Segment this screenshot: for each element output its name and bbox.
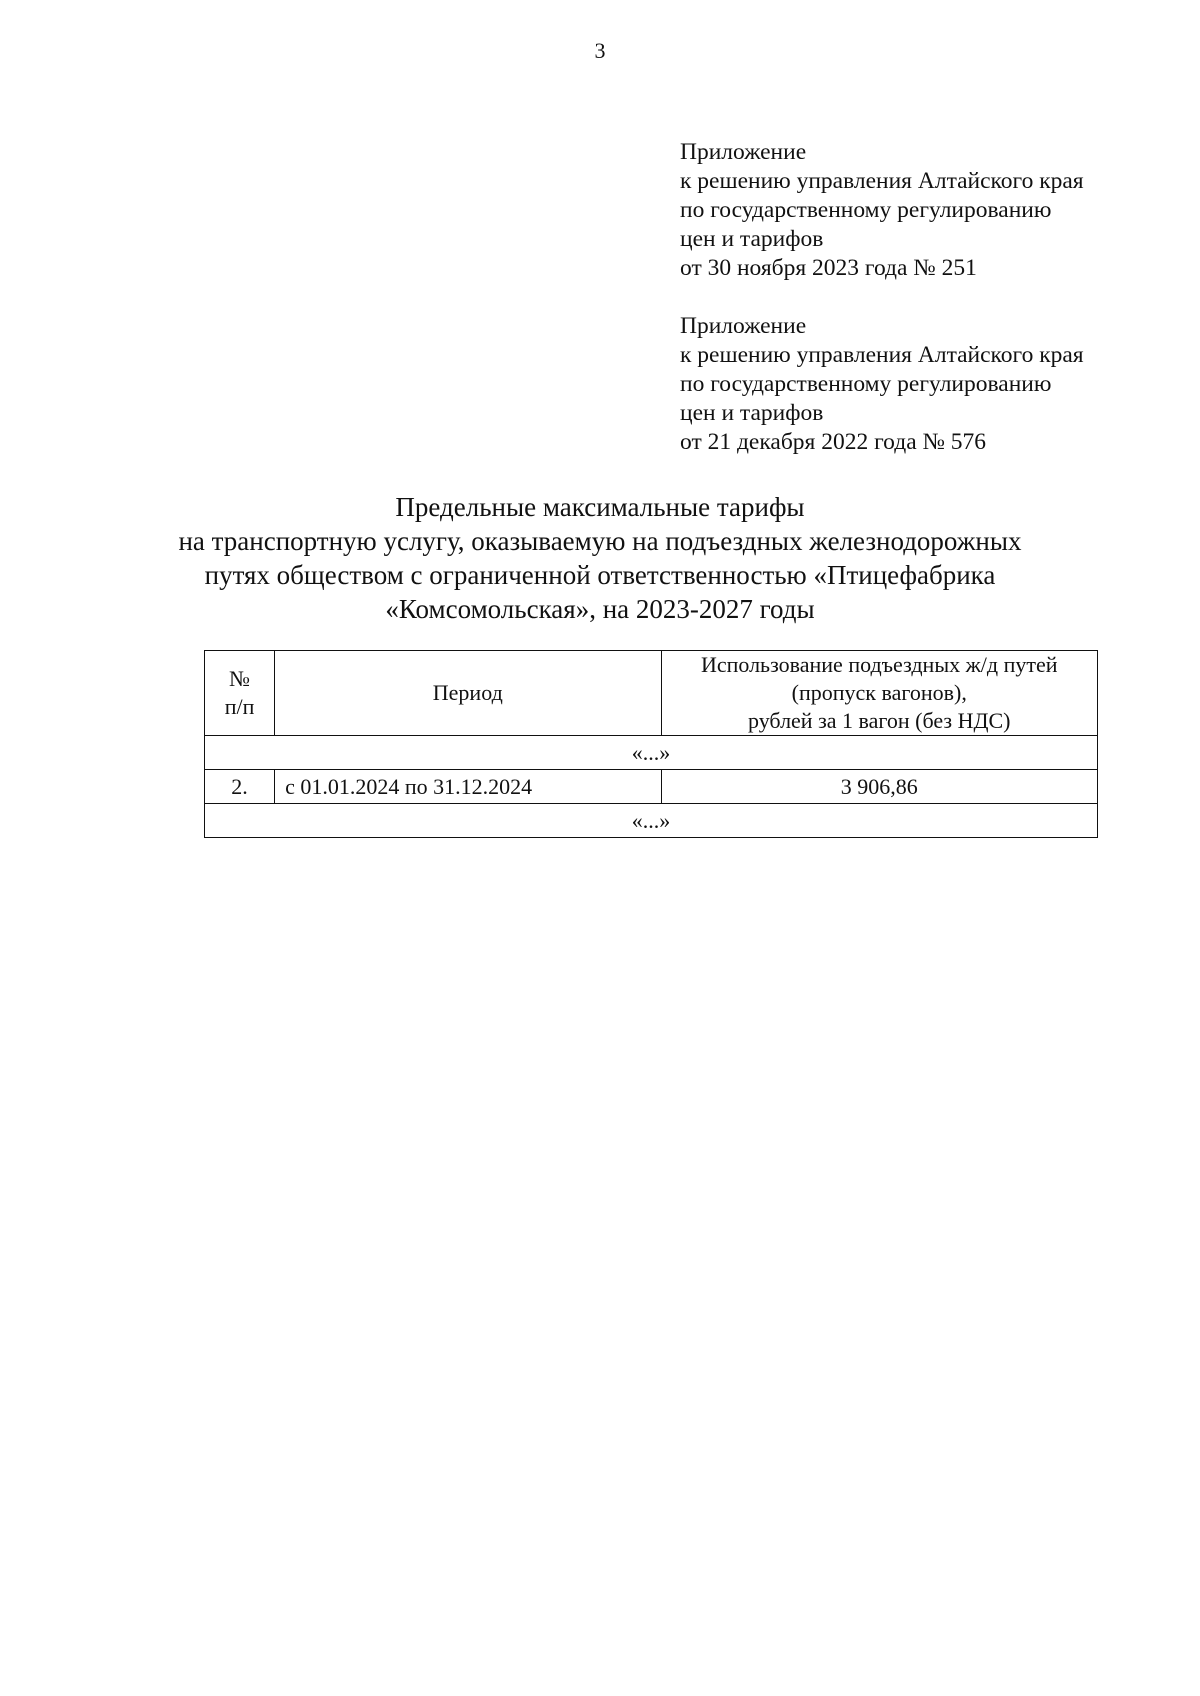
appendix-block-original <box>680 312 1180 457</box>
table-row-omitted <box>205 736 1098 770</box>
appendix-line: к решению управления Алтайского края <box>680 168 1084 194</box>
appendix-line: цен и тарифов <box>680 226 824 252</box>
cell-period: с 01.01.2024 по 31.12.2024 <box>275 770 661 804</box>
title-line: Предельные максимальные тарифы <box>395 492 805 522</box>
omitted-marker: «...» <box>205 736 1098 770</box>
document-title <box>0 490 1200 626</box>
table-header-row <box>205 651 1098 736</box>
appendix-block-current <box>680 138 1180 283</box>
appendix-label: Приложение <box>680 313 807 339</box>
omitted-marker: «...» <box>205 804 1098 838</box>
header-num-sign: № <box>229 666 251 691</box>
cell-value: 3 906,86 <box>661 770 1098 804</box>
header-num-abbr: п/п <box>224 694 255 719</box>
table-row-omitted <box>205 804 1098 838</box>
title-line: «Комсомольская», на 2023-2027 годы <box>385 594 815 624</box>
header-period: Период <box>275 651 661 736</box>
tariff-table <box>204 650 1098 838</box>
header-value-line: (пропуск вагонов), <box>791 680 967 705</box>
cell-num: 2. <box>205 770 275 804</box>
appendix-line: цен и тарифов <box>680 400 824 426</box>
table-row <box>205 770 1098 804</box>
appendix-date-number: от 21 декабря 2022 года № 576 <box>680 429 987 455</box>
title-line: на транспортную услугу, оказываемую на подъездных железнодорожных <box>178 526 1022 556</box>
header-value <box>661 651 1098 736</box>
appendix-label: Приложение <box>680 139 807 165</box>
page-number: 3 <box>594 38 606 63</box>
appendix-line: по государственному регулированию <box>680 197 1052 223</box>
appendix-line: по государственному регулированию <box>680 371 1052 397</box>
header-num <box>205 651 275 736</box>
appendix-date-number: от 30 ноября 2023 года № 251 <box>680 255 977 281</box>
header-value-line: рублей за 1 вагон (без НДС) <box>748 708 1011 733</box>
title-line: путях обществом с ограниченной ответственностью «Птицефабрика <box>204 560 996 590</box>
header-value-line: Использование подъездных ж/д путей <box>700 652 1058 677</box>
appendix-line: к решению управления Алтайского края <box>680 342 1084 368</box>
